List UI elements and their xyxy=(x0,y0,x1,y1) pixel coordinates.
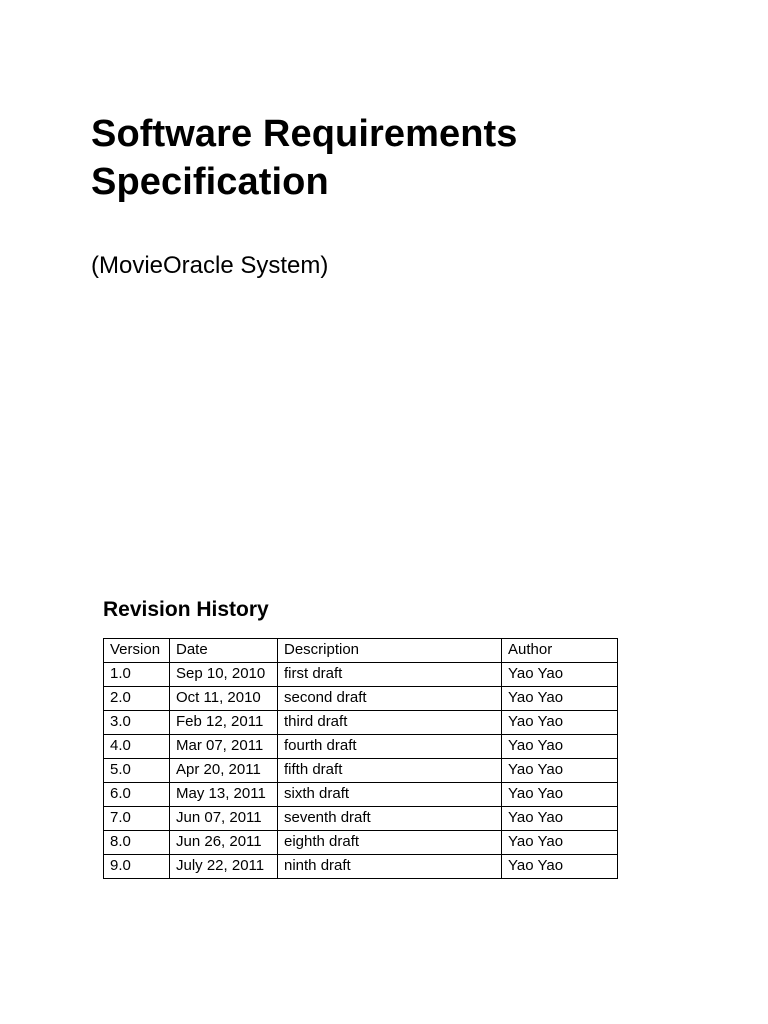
cell-date: Oct 11, 2010 xyxy=(170,687,278,711)
cell-author: Yao Yao xyxy=(502,783,618,807)
column-header-author: Author xyxy=(502,639,618,663)
cell-date: May 13, 2011 xyxy=(170,783,278,807)
cell-date: Sep 10, 2010 xyxy=(170,663,278,687)
table-row xyxy=(104,735,618,759)
cell-author: Yao Yao xyxy=(502,687,618,711)
table-row xyxy=(104,783,618,807)
cell-date: Mar 07, 2011 xyxy=(170,735,278,759)
cell-version: 9.0 xyxy=(104,855,170,879)
document-title-line-2: Specification xyxy=(91,161,329,203)
cell-description: third draft xyxy=(278,711,502,735)
table-row xyxy=(104,687,618,711)
document-subtitle: (MovieOracle System) xyxy=(91,252,329,279)
cell-author: Yao Yao xyxy=(502,759,618,783)
cell-version: 2.0 xyxy=(104,687,170,711)
cell-version: 8.0 xyxy=(104,831,170,855)
table-row xyxy=(104,663,618,687)
cell-version: 7.0 xyxy=(104,807,170,831)
table-row xyxy=(104,711,618,735)
cell-version: 6.0 xyxy=(104,783,170,807)
cell-author: Yao Yao xyxy=(502,831,618,855)
cell-version: 5.0 xyxy=(104,759,170,783)
table-header-row xyxy=(104,639,618,663)
cell-date: Jun 07, 2011 xyxy=(170,807,278,831)
column-header-description: Description xyxy=(278,639,502,663)
cell-date: Feb 12, 2011 xyxy=(170,711,278,735)
cell-date: Apr 20, 2011 xyxy=(170,759,278,783)
cell-description: first draft xyxy=(278,663,502,687)
cell-author: Yao Yao xyxy=(502,711,618,735)
cell-description: sixth draft xyxy=(278,783,502,807)
cell-date: Jun 26, 2011 xyxy=(170,831,278,855)
cell-description: fourth draft xyxy=(278,735,502,759)
revision-history-heading: Revision History xyxy=(103,598,269,621)
cell-description: eighth draft xyxy=(278,831,502,855)
revision-rows xyxy=(104,663,618,879)
cell-description: fifth draft xyxy=(278,759,502,783)
cell-author: Yao Yao xyxy=(502,855,618,879)
table-row xyxy=(104,855,618,879)
cell-description: seventh draft xyxy=(278,807,502,831)
table-row xyxy=(104,807,618,831)
cell-version: 1.0 xyxy=(104,663,170,687)
table-row xyxy=(104,759,618,783)
column-header-version: Version xyxy=(104,639,170,663)
cell-author: Yao Yao xyxy=(502,663,618,687)
cell-author: Yao Yao xyxy=(502,807,618,831)
cell-author: Yao Yao xyxy=(502,735,618,759)
table-row xyxy=(104,831,618,855)
document-title xyxy=(91,110,518,206)
revision-history-table xyxy=(103,638,618,879)
column-header-date: Date xyxy=(170,639,278,663)
cell-description: ninth draft xyxy=(278,855,502,879)
cell-description: second draft xyxy=(278,687,502,711)
document-title-line-1: Software Requirements xyxy=(91,113,518,155)
cell-version: 3.0 xyxy=(104,711,170,735)
cell-version: 4.0 xyxy=(104,735,170,759)
cell-date: July 22, 2011 xyxy=(170,855,278,879)
